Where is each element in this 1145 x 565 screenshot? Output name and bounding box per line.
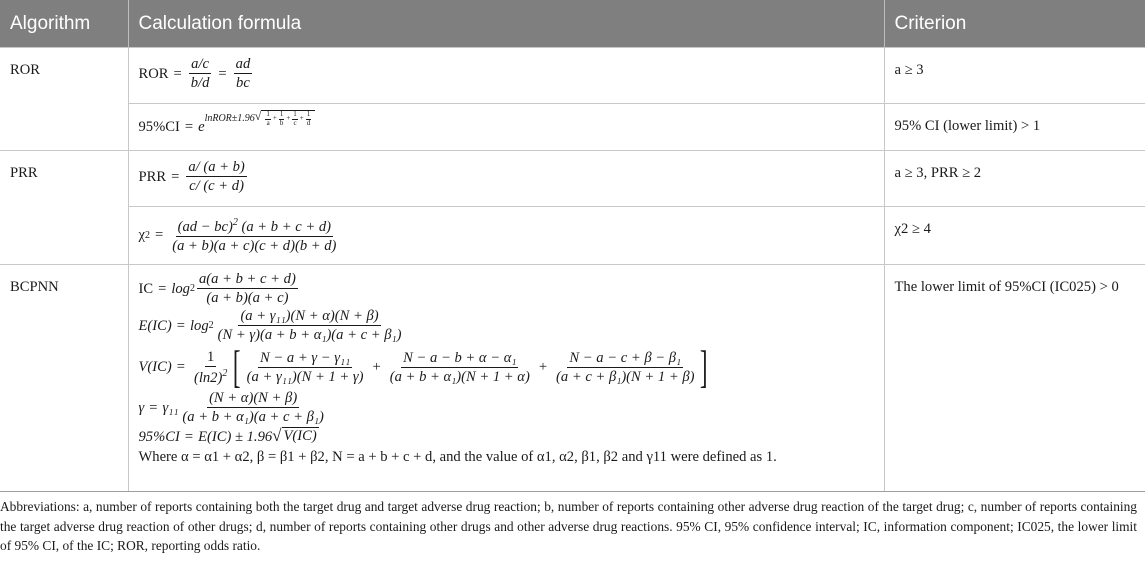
criterion-bcpnn: The lower limit of 95%CI (IC025) > 0 [884, 265, 1145, 492]
criterion-chi-square: χ2 ≥ 4 [884, 207, 1145, 265]
table-row [0, 48, 1145, 104]
criterion-ror-ci: 95% CI (lower limit) > 1 [884, 104, 1145, 151]
criterion-prr: a ≥ 3, PRR ≥ 2 [884, 151, 1145, 207]
formula-prr: PRR = $\frac{a/ (a + b)}{c/ (c + d)}$ [128, 151, 884, 207]
formula-ror: ROR = $\frac{a/c}{b/d}$ = $\frac{ad}{bc}$ [128, 48, 884, 104]
header-row [0, 0, 1145, 48]
formula-chi-square: χ 2 = $\frac{(ad - bc)^2 (a + b + c + d)}{(a + b)(a + c)(c + d)(b + d)}$ [128, 207, 884, 265]
table-row [0, 104, 1145, 151]
abbreviations-footnote: Abbreviations: a, number of reports containing both the target drug and target adverse drug reaction; b, number of reports containing other adverse drug reaction of the target drug; c, number of reports containing the target adverse drug reaction of other drugs; d, number of reports containing other drugs and other adverse drug reactions. 95% CI, 95% confidence interval; IC, information component; IC025, the lower limit of 95% CI, of the IC; ROR, reporting odds ratio. [0, 499, 1137, 553]
algorithm-bcpnn: BCPNN [0, 265, 128, 492]
header-algorithm: Algorithm [0, 0, 128, 48]
bcpnn-definitions: Where α = α1 + α2, β = β1 + β2, N = a + b + c + d, and the value of α1, α2, β1, β2 and γ11 were defined as 1. [138, 448, 777, 465]
table-row [0, 151, 1145, 207]
header-formula: Calculation formula [128, 0, 884, 48]
header-criterion: Criterion [884, 0, 1145, 48]
table-row [0, 265, 1145, 492]
algorithm-ror: ROR [0, 48, 128, 151]
algorithm-prr: PRR [0, 151, 128, 265]
criterion-ror-a: a ≥ 3 [884, 48, 1145, 104]
formula-ror-ci: 95%CI = e lnROR±1.96 √ $\frac{1}{a}$ + $\frac{1}{b}$ + $\frac{1}{c}$ + $\frac{1}{d}$ [128, 104, 884, 151]
formula-bcpnn: IC = log 2 $\frac{a(a + b + c + d)}{(a + b)(a + c)}$ E(IC) = log 2 $\frac{\text{(a + γ₁₁)(N + α)(N + β)}}{\text{(N + γ)(a + b + α₁)(a + c + β₁)}}$ V(IC) = $\frac{1}{(\ln 2)^2}$ [ $\frac{\text{N − a + γ − γ₁₁}}{\text{(a + γ₁₁)(N + 1 + γ)}}$ + $\frac{\text{N − a − b + α − α₁}}{\text{(a + b + α₁)(N + 1 + α)}}$ + $\frac{\text{N − a − c + β − β₁}}{\text{(a + c + β₁)(N + 1 + β)}}$ ] γ = γ₁₁ $\frac{(N + \alpha)(N + \beta)}{\text{(a + b + α₁)(a + c + β₁)}}$ 95%CI = E(IC) ± 1.96 √ V(IC) Where α = α1 + α2, β = β1 + β2, N = a + b + c + d, and the value of α1, α2, β1, β2 and γ11 were defined as 1. [128, 265, 884, 492]
table-row [0, 207, 1145, 265]
